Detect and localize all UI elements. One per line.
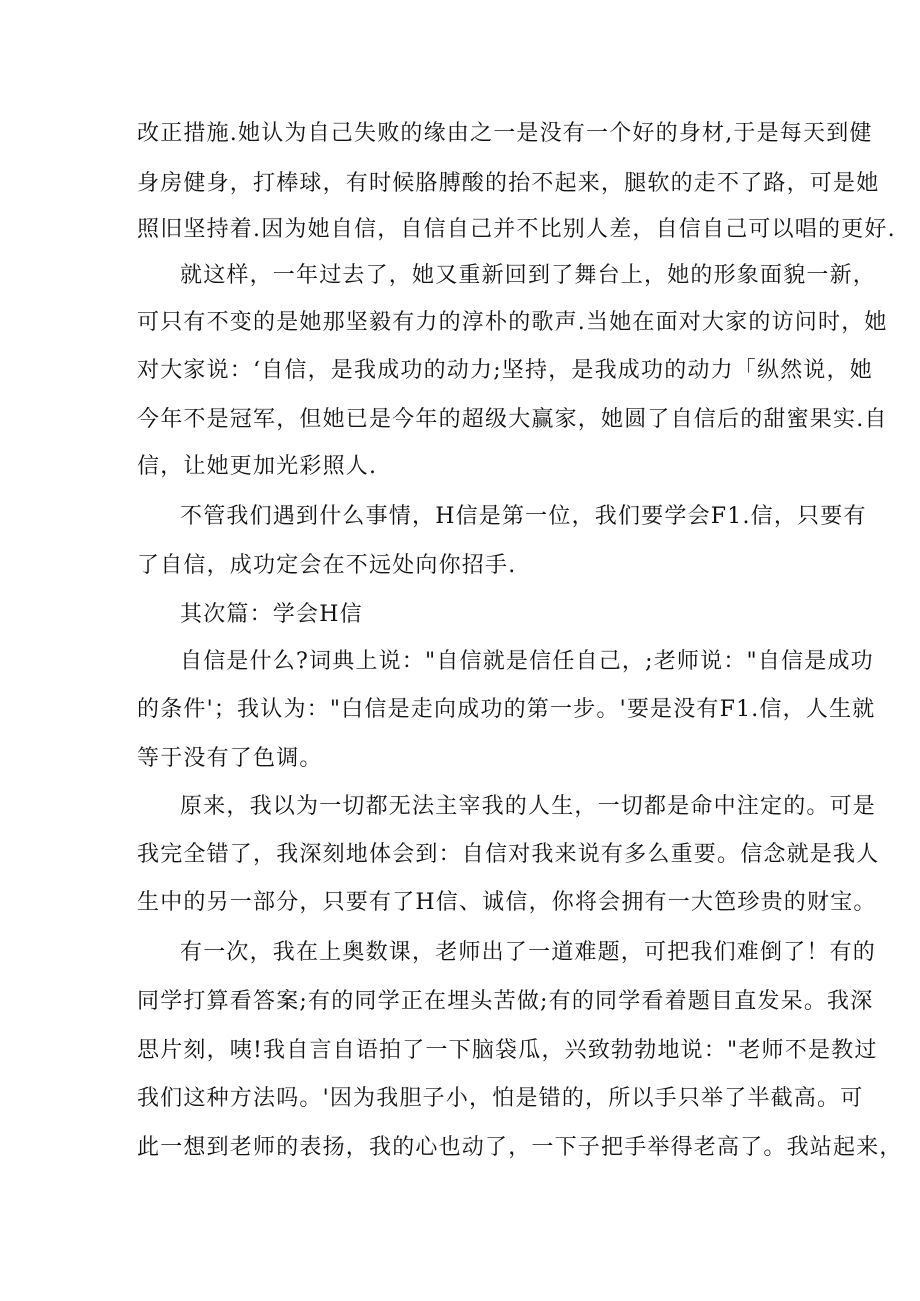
- text-line: 改正措施.她认为自己失败的缘由之一是没有一个好的身材,于是每天到健: [137, 121, 873, 146]
- text-line: 生中的另一部分，只要有了H信、诚信，你将会拥有一大笆珍贵的财宝。: [137, 890, 877, 915]
- section-heading: 其次篇：学会H信: [180, 602, 363, 627]
- text-line: 不管我们遇到什么事情，H信是第一位，我们要学会F1.信，只要有: [180, 504, 867, 529]
- text-line: 信，让她更加光彩照人.: [137, 454, 378, 479]
- text-line: 了自信，成功定会在不远处向你招手.: [137, 553, 517, 578]
- text-line: 有一次，我在上奥数课，老师出了一道难题，可把我们难倒了！有的: [180, 940, 877, 965]
- text-line: 的条件'；我认为："白信是走向成功的第一步。'要是没有F1.信，人生就: [137, 697, 876, 722]
- text-line: 自信是什么?词典上说："自信就是信任自己，;老师说："自信是成功: [180, 649, 874, 674]
- text-line: 身房健身，打棒球，有时候胳膊酸的抬不起来，腿软的走不了路，可是她: [137, 171, 880, 196]
- text-line: 就这样，一年过去了，她又重新回到了舞台上，她的形象面貌一新，: [180, 263, 877, 288]
- text-line: 此一想到老师的表扬，我的心也动了，一下子把手举得老高了。我站起来，: [137, 1135, 903, 1160]
- text-line: 同学打算看答案;有的同学正在埋头苦做;有的同学看着题目直发呆。我深: [137, 989, 874, 1014]
- text-line: 照旧坚持着.因为她自信，自信自己并不比别人差，自信自己可以唱的更好.: [137, 217, 896, 242]
- text-line: 对大家说：‘自信，是我成功的动力;坚持，是我成功的动力「纵然说，她: [137, 358, 874, 383]
- text-line: 今年不是冠军，但她已是今年的超级大赢家，她圆了自信后的甜蜜果实.自: [137, 407, 888, 432]
- text-line: 我们这种方法吗。'因为我胆子小，怕是错的，所以手只举了半截高。可: [137, 1086, 864, 1111]
- text-line: 我完全错了，我深刻地体会到：自信对我来说有多么重要。信念就是我人: [137, 842, 880, 867]
- text-line: 可只有不变的是她那坚毅有力的淳朴的歌声.当她在面对大家的访问时，她: [137, 310, 888, 335]
- text-line: 思片刻，咦!我自言自语拍了一下脑袋瓜，兴致勃勃地说："老师不是教过: [137, 1038, 878, 1063]
- text-line: 原来，我以为一切都无法主宰我的人生，一切都是命中注定的。可是: [180, 794, 877, 819]
- text-line: 等于没有了色调。: [137, 746, 323, 771]
